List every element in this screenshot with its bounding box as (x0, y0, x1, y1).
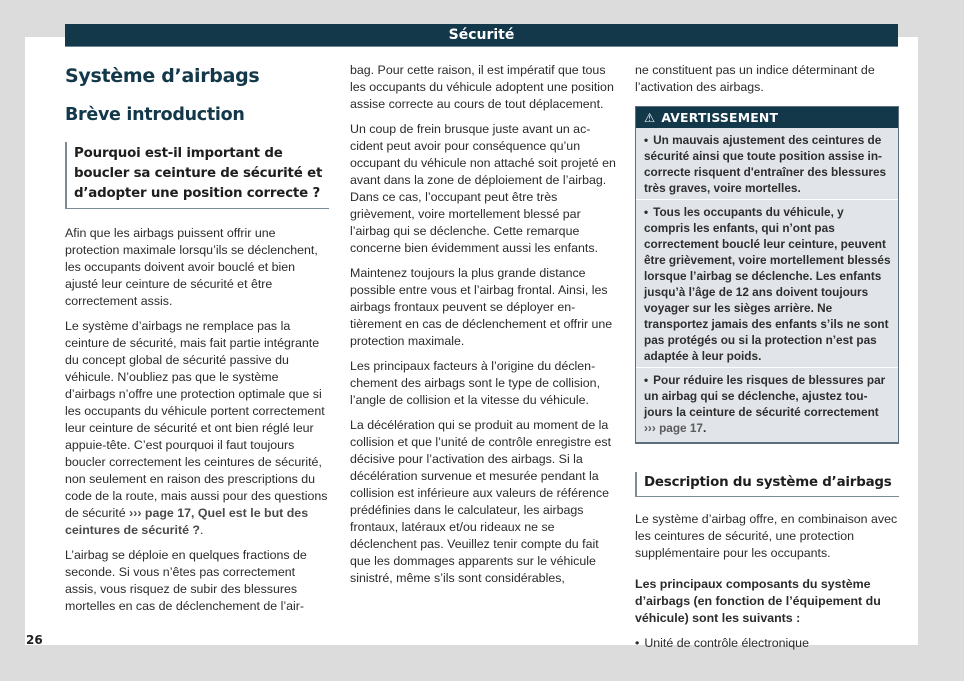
question-heading: Pourquoi est-il important de boucler sa ceinture de sécurité et d’adopter une position correcte ? (65, 142, 329, 209)
page-reference-link[interactable]: ››› page 17 (644, 421, 703, 435)
paragraph: ne constituent pas un indice déterminant de l’activation des airbags. (635, 63, 875, 94)
warning-item (636, 128, 898, 200)
warning-text: Pour réduire les risques de blessures par un airbag qui se déclenche, ajustez toujours la ceinture de sécurité correctement (644, 373, 886, 419)
warning-text: Un mauvais ajustement des ceintures de sécurité ainsi que toute position assise incorrecte risquent d'entraîner des blessures très graves, voire mortelles. (644, 133, 887, 195)
paragraph: Le système d’airbag offre, en combinaison avec les ceintures de sécurité, une protection supplémentaire pour les occupants. (635, 512, 898, 560)
warning-title: AVERTISSEMENT (661, 110, 779, 125)
paragraph: Les principaux facteurs à l’origine du déclenchement des airbags sont le type de collision, l’angle de collision et la vitesse du véhicule. (350, 359, 601, 407)
column-1 (65, 62, 329, 623)
page-number: 26 (26, 633, 43, 647)
section-heading: Description du système d’airbags (635, 472, 899, 497)
bullet-icon: • (635, 636, 640, 650)
paragraph: La décélération qui se produit au moment de la collision et que l’unité de contrôle enregistre est décisive pour l’activation des airbags. Si la décélération survenue et mesurée pendant la collision est inférieure aux valeurs de référence prédéfinies dans le calculateur, les airbags frontaux, latéraux et/ou rideaux ne se déclenchent pas. Veuillez tenir compte du fait que les dommages apparents sur le véhicule sinistré, même s’ils sont considérables, (350, 418, 612, 585)
bullet-icon: • (644, 133, 649, 147)
warning-text-end: . (703, 421, 707, 435)
column-3 (635, 62, 899, 652)
paragraph-text: Le système d’airbags ne remplace pas la ceinture de sécurité, mais fait partie intégrante du concept global de sécurité passive du véhicule. N’oubliez pas que le système d’airbags n’offre une protection optimale que si les occupants du véhicule portent correctement leur ceinture de sécurité et ont bien réglé leur appuie-tête. C’est pourquoi il faut toujours boucler correctement les ceintures de sécurité, non seulement en raison des prescriptions du code de la route, mais aussi pour des questions de sécurité (65, 319, 328, 520)
warning-item (636, 368, 898, 442)
paragraph: Afin que les airbags puissent offrir une protection maximale lorsqu’ils se déclenchent, les occupants doivent avoir bouclé et bien ajusté leur ceinture de sécurité et être correctement assis. (65, 226, 318, 308)
paragraph-end: . (199, 523, 204, 537)
warning-text: Tous les occupants du véhicule, y compris les enfants, qui n’ont pas correctement bouclé leur ceinture, peuvent être grièvement, voire mortellement blessés lorsque l’airbag se déclenche. Les enfants jusqu’à l’âge de 12 ans doivent toujours voyager sur les sièges arrière. Ne transportez jamais des enfants s’ils ne sont pas protégés ou si la protection n’est pas adaptée à leur poids. (644, 205, 891, 363)
page-reference-link[interactable]: ››› page 17, Quel est le but des ceintures de sécurité ? (65, 506, 309, 537)
list-item (635, 635, 899, 652)
paragraph: bag. Pour cette raison, il est impératif que tous les occupants du véhicule adoptent une position assise correcte au cours de tout déplacement. (350, 63, 614, 111)
warning-box (635, 106, 899, 444)
paragraph (65, 318, 329, 539)
warning-triangle-icon: ⚠ (644, 110, 656, 125)
warning-header (636, 107, 898, 128)
paragraph: Un coup de frein brusque juste avant un accident peut avoir pour conséquence qu’un occupant du véhicule non attaché soit projeté en avant dans la zone de déploiement de l’airbag. Dans ce cas, l’occupant peut être très grièvement, voire mortellement blessé par l’airbag qui se déclenche. Cette remarque concerne bien évidemment aussi les enfants. (350, 122, 616, 255)
subtitle: Brève introduction (65, 105, 245, 125)
section-header-bar (65, 24, 898, 47)
paragraph: L’airbag se déploie en quelques fractions de seconde. Si vous n’êtes pas correctement assis, vous risquez de subir des blessures mortelles en cas de déclenchement de l’air- (65, 548, 307, 613)
paragraph: Maintenez toujours la plus grande distance possible entre vous et l’airbag frontal. Ainsi, les airbags frontaux peuvent se déployer entièrement en cas de déclenchement et offrir une protection maximale. (350, 266, 613, 348)
list-item-text: Unité de contrôle électronique (644, 636, 809, 650)
components-heading: Les principaux composants du système d’airbags (en fonction de l’équipement du véhicule) sont les suivants : (635, 577, 881, 625)
warning-item (636, 200, 898, 368)
bullet-icon: • (644, 205, 649, 219)
section-title: Sécurité (448, 27, 515, 43)
bullet-icon: • (644, 373, 649, 387)
page-title: Système d’airbags (65, 65, 260, 87)
column-2 (350, 62, 616, 595)
